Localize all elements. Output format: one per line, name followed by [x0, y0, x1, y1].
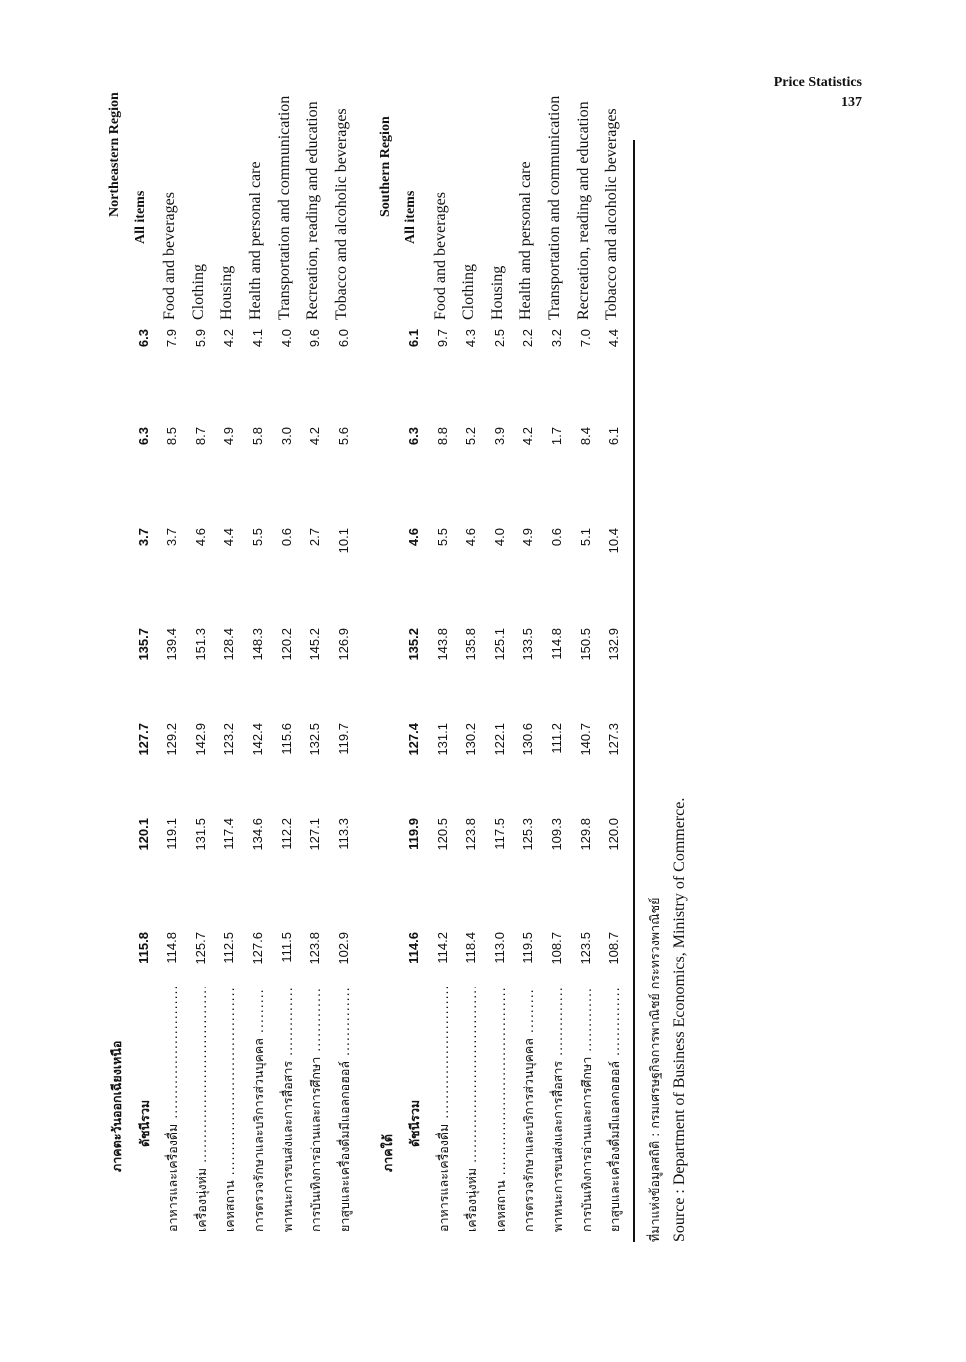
northeast-row-label-en: Transportation and communication [276, 95, 293, 320]
south-cell: 5.5 [435, 528, 450, 547]
south-cell: 7.0 [578, 329, 593, 348]
south-cell: 2.5 [492, 329, 507, 348]
northeast-row-label-en: Recreation, reading and education [304, 101, 321, 320]
south-row-label-en: Health and personal care [517, 161, 534, 320]
south-cell: 122.1 [492, 723, 507, 756]
south-cell: 9.7 [435, 329, 450, 348]
region-th-south: ภาคใต้ [380, 1134, 395, 1172]
south-cell: 118.4 [463, 932, 478, 964]
northeast-cell: 8.5 [164, 427, 179, 446]
northeast-cell: 126.9 [336, 628, 351, 661]
source-note-th: ที่มาแห่งข้อมูลสถิติ : กรมเศรษฐกิจการพาณิชย์ กระทรวงพาณิชย์ [647, 897, 662, 1242]
south-row-label-en: Clothing [460, 263, 477, 320]
south-cell: 4.3 [463, 329, 478, 348]
northeast-cell: 132.5 [307, 723, 322, 756]
northeast-cell: 120.2 [279, 628, 294, 661]
northeast-cell: 4.9 [221, 427, 236, 446]
northeast-cell: 6.3 [136, 427, 151, 446]
south-cell: 120.0 [606, 818, 621, 851]
south-cell: 4.6 [406, 528, 421, 547]
page-title: Price Statistics [773, 75, 862, 90]
northeast-cell: 123.2 [221, 723, 236, 756]
northeast-cell: 127.6 [250, 932, 265, 965]
northeast-cell: 5.5 [250, 528, 265, 547]
northeast-cell: 9.6 [307, 329, 322, 348]
northeast-cell: 112.5 [221, 932, 236, 964]
south-row-label-th: อาหารและเครื่องดื่ม ..... [434, 987, 454, 1232]
northeast-cell: 4.2 [307, 427, 322, 446]
south-cell: 125.3 [520, 818, 535, 851]
south-cell: 117.5 [492, 818, 507, 850]
south-row-label-th: การบันเทิงการอ่านและการศึกษา ..... [577, 987, 597, 1232]
south-row-label-en: All items [403, 190, 418, 244]
northeast-cell: 145.2 [307, 628, 322, 661]
south-row-label-th: ยาสูบและเครื่องดื่มมีแอลกอฮอล์ ..... [605, 987, 625, 1232]
south-cell: 4.0 [492, 528, 507, 547]
northeast-cell: 129.2 [164, 723, 179, 756]
northeast-cell: 114.8 [164, 932, 179, 964]
south-cell: 5.2 [463, 427, 478, 446]
south-cell: 108.7 [549, 932, 564, 965]
south-cell: 130.6 [520, 723, 535, 756]
south-cell: 114.2 [435, 932, 450, 964]
northeast-cell: 5.9 [193, 329, 208, 348]
south-row-label-en: Housing [489, 265, 506, 320]
region-en-northeast: Northeastern Region [107, 92, 122, 217]
northeast-cell: 117.4 [221, 818, 236, 850]
northeast-cell: 3.0 [279, 427, 294, 446]
northeast-row-label-en: Health and personal care [247, 161, 264, 320]
northeast-cell: 142.4 [250, 723, 265, 756]
south-cell: 129.8 [578, 818, 593, 851]
source-note-en: Source : Department of Business Economics, Ministry of Commerce. [671, 797, 688, 1242]
northeast-cell: 115.8 [136, 932, 151, 964]
south-cell: 113.0 [492, 932, 507, 964]
south-cell: 8.8 [435, 427, 450, 446]
northeast-cell: 151.3 [193, 628, 208, 661]
northeast-cell: 119.1 [164, 818, 179, 850]
northeast-row-label-th: เครื่องนุ่งห่ม ..... [192, 987, 212, 1232]
northeast-cell: 0.6 [279, 528, 294, 547]
northeast-cell: 5.8 [250, 427, 265, 446]
northeast-row-label-th: ยาสูบและเครื่องดื่มมีแอลกอฮอล์ ..... [335, 987, 355, 1232]
south-cell: 109.3 [549, 818, 564, 851]
south-row-label-en: Recreation, reading and education [575, 101, 592, 320]
south-cell: 127.4 [406, 723, 421, 756]
south-cell: 127.3 [606, 723, 621, 756]
south-cell: 111.2 [549, 723, 564, 754]
northeast-cell: 112.2 [279, 818, 294, 850]
northeast-cell: 125.7 [193, 932, 208, 965]
south-row-label-th: เคหสถาน ..... [491, 987, 511, 1232]
northeast-row-label-th: การบันเทิงการอ่านและการศึกษา ..... [306, 987, 326, 1232]
northeast-cell: 123.8 [307, 932, 322, 965]
northeast-row-label-en: Food and beverages [161, 192, 178, 320]
northeast-cell: 4.1 [250, 329, 265, 348]
south-cell: 119.5 [520, 932, 535, 964]
northeast-cell: 148.3 [250, 628, 265, 661]
south-row-label-th: เครื่องนุ่งห่ม ..... [462, 987, 482, 1232]
northeast-cell: 135.7 [136, 628, 151, 661]
northeast-cell: 6.0 [336, 329, 351, 348]
south-row-label-en: Tobacco and alcoholic beverages [603, 108, 620, 320]
south-cell: 4.2 [520, 427, 535, 446]
south-cell: 3.2 [549, 329, 564, 348]
south-cell: 4.4 [606, 329, 621, 348]
northeast-cell: 3.7 [164, 528, 179, 547]
northeast-cell: 10.1 [336, 528, 351, 554]
northeast-row-label-th: เคหสถาน ..... [220, 987, 240, 1232]
northeast-cell: 4.2 [221, 329, 236, 348]
northeast-cell: 5.6 [336, 427, 351, 446]
south-cell: 10.4 [606, 528, 621, 554]
south-cell: 5.1 [578, 528, 593, 547]
south-cell: 123.5 [578, 932, 593, 965]
northeast-row-label-th: อาหารและเครื่องดื่ม ..... [163, 987, 183, 1232]
northeast-row-label-th: พาหนะการขนส่งและการสื่อสาร ..... [278, 987, 298, 1232]
northeast-row-label-th: ดัชนีรวม [137, 1099, 152, 1147]
northeast-cell: 120.1 [136, 818, 151, 851]
south-cell: 114.8 [549, 628, 564, 660]
south-cell: 135.8 [463, 628, 478, 661]
northeast-cell: 3.7 [136, 528, 151, 547]
page-number: 137 [841, 95, 862, 110]
south-cell: 131.1 [435, 723, 450, 756]
south-cell: 143.8 [435, 628, 450, 661]
northeast-cell: 119.7 [336, 723, 351, 755]
northeast-cell: 142.9 [193, 723, 208, 756]
south-cell: 6.1 [406, 329, 421, 348]
south-cell: 8.4 [578, 427, 593, 446]
northeast-cell: 6.3 [136, 329, 151, 348]
northeast-cell: 134.6 [250, 818, 265, 851]
south-row-label-th: การตรวจรักษาและบริการส่วนบุคคล ..... [519, 987, 539, 1232]
northeast-cell: 139.4 [164, 628, 179, 661]
northeast-cell: 113.3 [336, 818, 351, 850]
south-cell: 133.5 [520, 628, 535, 661]
table-bottom-rule [633, 140, 635, 1242]
northeast-cell: 8.7 [193, 427, 208, 446]
northeast-row-label-th: การตรวจรักษาและบริการส่วนบุคคล ..... [249, 987, 269, 1232]
northeast-cell: 102.9 [336, 932, 351, 965]
south-cell: 4.6 [463, 528, 478, 547]
south-cell: 1.7 [549, 427, 564, 446]
south-row-label-th: พาหนะการขนส่งและการสื่อสาร ..... [548, 987, 568, 1232]
south-cell: 6.1 [606, 427, 621, 446]
northeast-row-label-en: Clothing [190, 263, 207, 320]
south-cell: 4.9 [520, 528, 535, 547]
south-cell: 114.6 [406, 932, 421, 964]
northeast-cell: 127.7 [136, 723, 151, 756]
south-cell: 3.9 [492, 427, 507, 446]
northeast-row-label-en: Housing [218, 265, 235, 320]
south-cell: 135.2 [406, 628, 421, 661]
south-row-label-en: Transportation and communication [546, 95, 563, 320]
south-cell: 123.8 [463, 818, 478, 851]
northeast-row-label-en: Tobacco and alcoholic beverages [333, 108, 350, 320]
northeast-cell: 4.0 [279, 329, 294, 348]
south-cell: 2.2 [520, 329, 535, 348]
south-cell: 120.5 [435, 818, 450, 851]
northeast-cell: 4.4 [221, 528, 236, 547]
northeast-cell: 111.5 [279, 932, 294, 963]
south-cell: 132.9 [606, 628, 621, 661]
northeast-cell: 131.5 [193, 818, 208, 851]
region-en-south: Southern Region [378, 116, 393, 217]
northeast-cell: 115.6 [279, 723, 294, 755]
northeast-cell: 4.6 [193, 528, 208, 547]
south-cell: 130.2 [463, 723, 478, 756]
region-th-northeast: ภาคตะวันออกเฉียงเหนือ [109, 1040, 124, 1172]
northeast-cell: 7.9 [164, 329, 179, 348]
northeast-cell: 2.7 [307, 528, 322, 547]
south-row-label-th: ดัชนีรวม [407, 1099, 422, 1147]
south-cell: 6.3 [406, 427, 421, 446]
northeast-row-label-en: All items [133, 190, 148, 244]
south-cell: 125.1 [492, 628, 507, 661]
south-cell: 150.5 [578, 628, 593, 661]
south-cell: 119.9 [406, 818, 421, 850]
south-row-label-en: Food and beverages [432, 192, 449, 320]
south-cell: 0.6 [549, 528, 564, 547]
south-cell: 140.7 [578, 723, 593, 756]
south-cell: 108.7 [606, 932, 621, 965]
northeast-cell: 127.1 [307, 818, 322, 851]
northeast-cell: 128.4 [221, 628, 236, 661]
